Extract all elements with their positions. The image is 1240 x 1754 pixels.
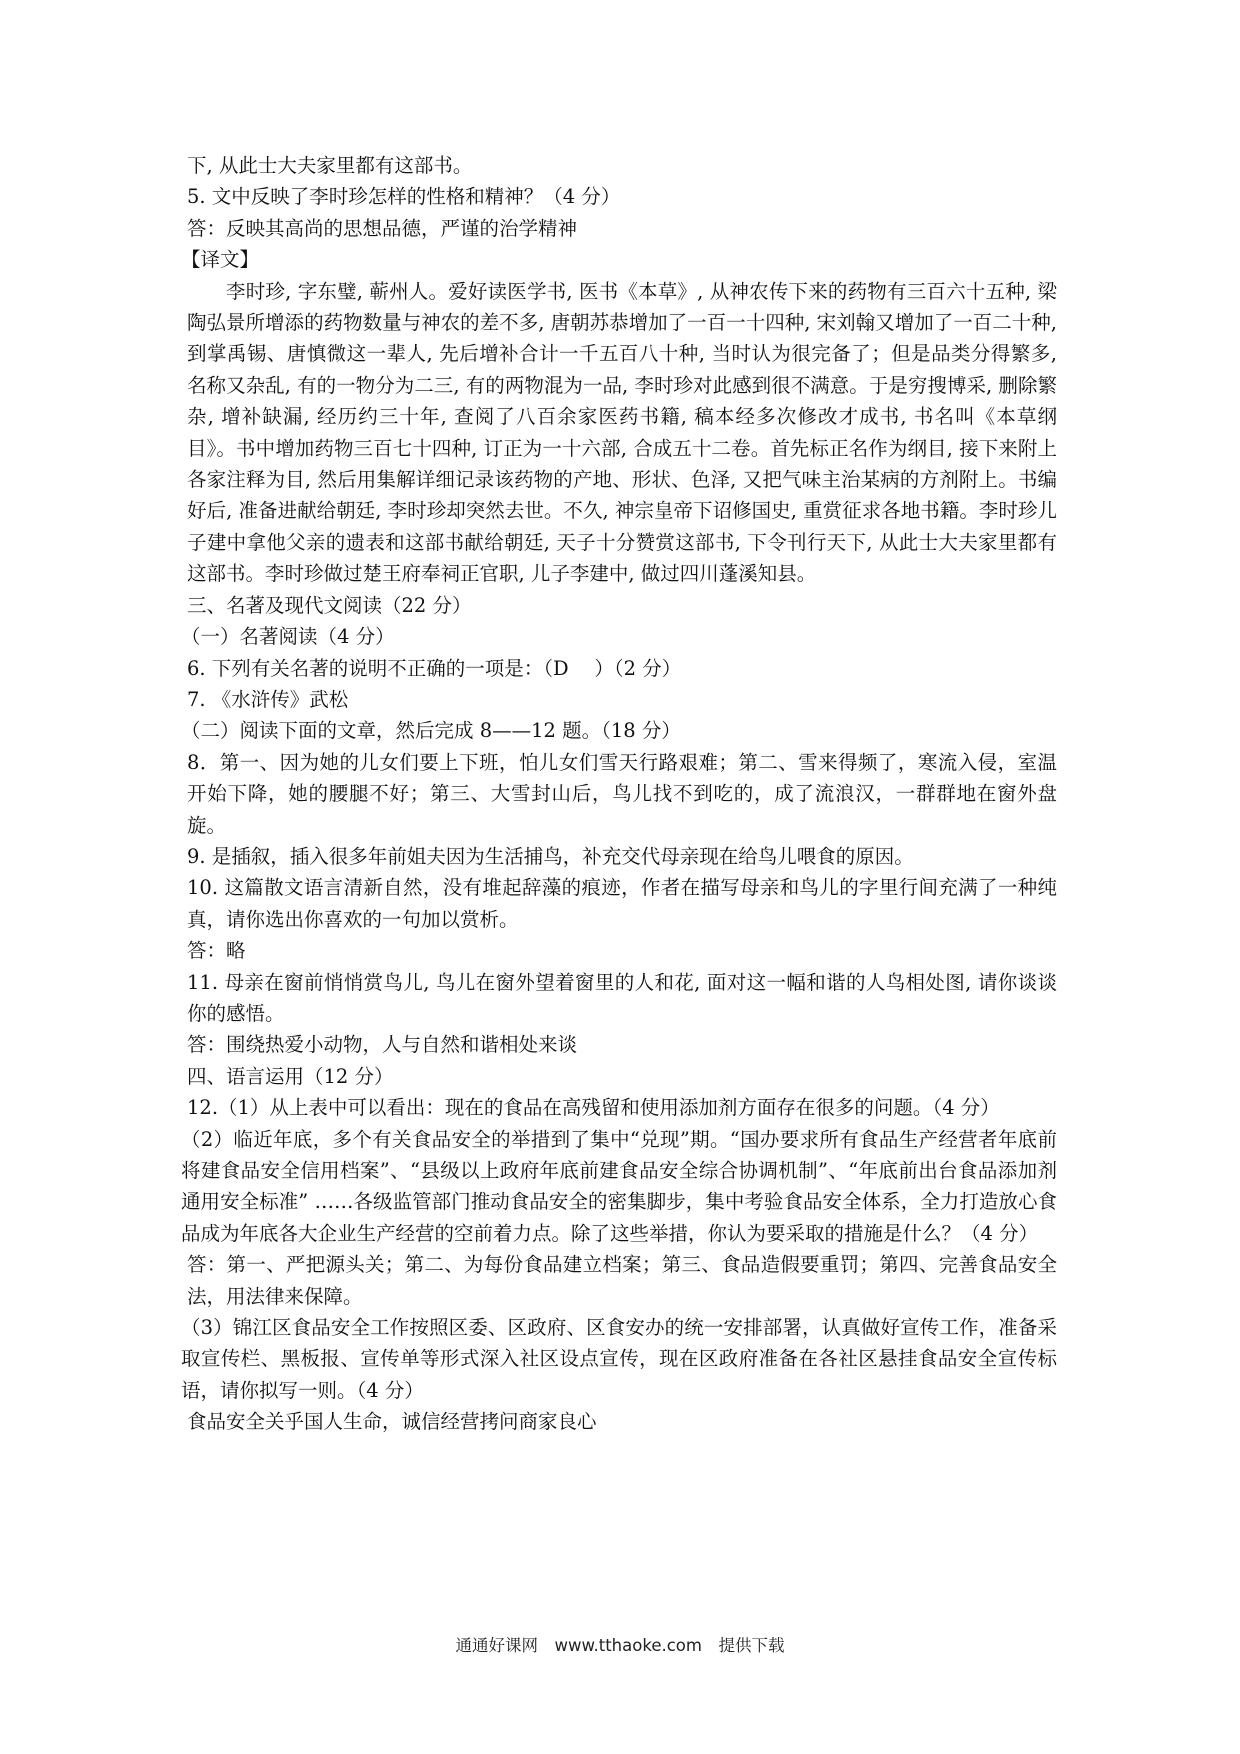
subsection-1-heading: （一）名著阅读（4 分） xyxy=(181,625,395,649)
question-10: 10. 这篇散文语言清新自然，没有堆起辞藻的痕迹，作者在描写母亲和鸟儿的字里行间充满了一种纯真，请你选出你喜欢的一句加以赏析。 xyxy=(187,876,1057,931)
translation-heading: 【译文】 xyxy=(181,248,260,272)
answer-5: 答：反映其高尚的思想品德，严谨的治学精神 xyxy=(187,216,578,240)
answer-12-2: 答：第一、严把源头关；第二、为每份食品建立档案；第三、食品造假要重罚；第四、完善食品安全法，用法律来保障。 xyxy=(187,1253,1057,1308)
translation-paragraph: 李时珍, 字东璧, 蕲州人。爱好读医学书, 医书《本草》, 从神农传下来的药物有三百六十五种, 梁陶弘景所增添的药物数量与神农的差不多, 唐朝苏恭增加了一百一十四种, 宋刘翰又增加了一百二十种, 到掌禹锡、唐慎微这一辈人, 先后增补合计一千五百八十种, 当时认为很完备了；但是品类分得繁多, 名称又杂乱, 有的一物分为二三, 有的两物混为一品, 李时珍对此感到很不满意。于是穷搜博采, 删除繁杂, 增补缺漏, 经历约三十年, 查阅了八百余家医药书籍, 稿本经多次修改才成书, 书名叫《本草纲目》。书中增加药物三百七十四种, 订正为一十六部, 合成五十二卷。首先标正名作为纲目, 接下来附上各家注释为目, 然后用集解详细记录该药物的产地、形状、色泽, 又把气味主治某病的方剂附上。书编好后, 准备进献给朝廷, 李时珍却突然去世。不久, 神宗皇帝下诏修国史, 重赏征求各地书籍。李时珍儿子建中拿他父亲的遗表和这部书献给朝廷, 天子十分赞赏这部书, 下令刊行天下, 从此士大夫家里都有这部书。李时珍做过楚王府奉祠正官职, 儿子李建中, 做过四川蓬溪知县。 xyxy=(187,279,1057,586)
answer-12-3: 食品安全关乎国人生命，诚信经营拷问商家良心 xyxy=(187,1410,597,1434)
paragraph-continuation: 下, 从此士大夫家里都有这部书。 xyxy=(187,154,473,177)
answer-8: 8．第一、因为她的儿女们要上下班，怕儿女们雪天行路艰难；第二、雪来得频了，寒流入侵，室温开始下降，她的腰腿不好；第三、大雪封山后，鸟儿找不到吃的，成了流浪汉，一群群地在窗外盘旋。 xyxy=(187,750,1057,837)
answer-12-1: 12.（1）从上表中可以看出：现在的食品在高残留和使用添加剂方面存在很多的问题。（4 分） xyxy=(187,1096,1000,1120)
question-5: 5. 文中反映了李时珍怎样的性格和精神？（4 分） xyxy=(187,185,621,209)
answer-11: 答：围绕热爱小动物，人与自然和谐相处来谈 xyxy=(187,1033,578,1057)
answer-9: 9. 是插叙，插入很多年前姐夫因为生活捕鸟，补充交代母亲现在给鸟儿喂食的原因。 xyxy=(187,844,914,868)
question-7: 7. 《水浒传》武松 xyxy=(187,687,349,711)
subsection-2-heading: （二）阅读下面的文章，然后完成 8——12 题。（18 分） xyxy=(181,719,681,743)
document-body xyxy=(181,150,1057,1438)
answer-10: 答：略 xyxy=(187,939,246,963)
question-11: 11. 母亲在窗前悄悄赏鸟儿, 鸟儿在窗外望着窗里的人和花, 面对这一幅和谐的人鸟相处图, 请你谈谈你的感悟。 xyxy=(187,970,1057,1025)
section-3-heading: 三、名著及现代文阅读（22 分） xyxy=(187,593,472,617)
section-4-heading: 四、语言运用（12 分） xyxy=(187,1064,394,1088)
question-12-2: （2）临近年底，多个有关食品安全的举措到了集中“兑现”期。“国办要求所有食品生产经营者年底前将建食品安全信用档案”、“县级以上政府年底前建食品安全综合协调机制”、“年底前出台食品添加剂通用安全标准” ……各级监管部门推动食品安全的密集脚步，集中考验食品安全体系，全力打造放心食品成为年底各大企业生产经营的空前着力点。除了这些举措，你认为要采取的措施是什么？（4 分） xyxy=(181,1127,1057,1245)
question-12-3: （3）锦江区食品安全工作按照区委、区政府、区食安办的统一安排部署，认真做好宣传工作，准备采取宣传栏、黑板报、宣传单等形式深入社区设点宣传，现在区政府准备在各社区悬挂食品安全宣传标语，请你拟写一则。（4 分） xyxy=(181,1316,1057,1402)
question-6: 6. 下列有关名著的说明不正确的一项是：（D ）（2 分） xyxy=(187,656,682,680)
page-footer: 通通好课网 www.tthaoke.com 提供下载 xyxy=(455,1636,785,1655)
